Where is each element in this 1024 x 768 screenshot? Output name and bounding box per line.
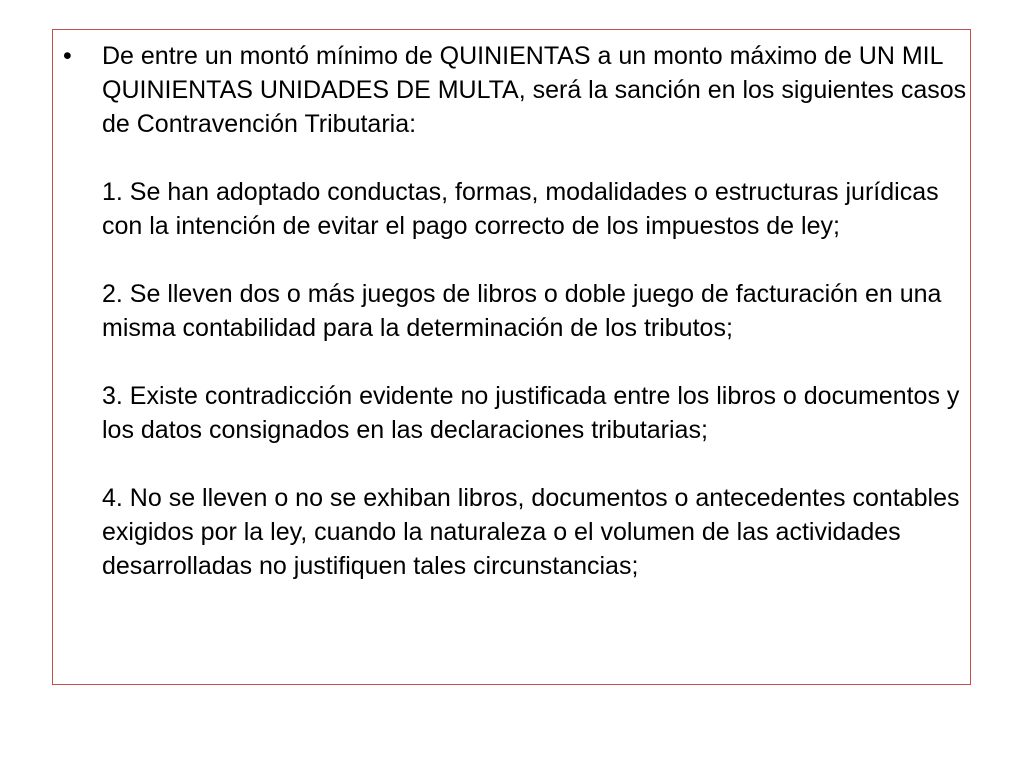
bullet-icon: •: [63, 42, 72, 70]
bullet-text: [102, 39, 968, 583]
intro-paragraph: De entre un montó mínimo de QUINIENTAS a un monto máximo de UN MIL QUINIENTAS UNIDADES DE MULTA, será la sanción en los siguientes casos de Contravención Tributaria:: [102, 42, 967, 138]
case-item-3: 3. Existe contradicción evidente no justificada entre los libros o documentos y los datos consignados en las declaraciones tributarias;: [102, 382, 960, 444]
case-item-1: 1. Se han adoptado conductas, formas, modalidades o estructuras jurídicas con la intención de evitar el pago correcto de los impuestos de ley;: [102, 178, 939, 240]
case-item-4: 4. No se lleven o no se exhiban libros, documentos o antecedentes contables exigidos por la ley, cuando la naturaleza o el volumen de las actividades desarrolladas no justifiquen tales circunstancias;: [102, 484, 960, 580]
case-item-2: 2. Se lleven dos o más juegos de libros o doble juego de facturación en una misma contabilidad para la determinación de los tributos;: [102, 280, 942, 342]
content-box: [52, 29, 971, 685]
